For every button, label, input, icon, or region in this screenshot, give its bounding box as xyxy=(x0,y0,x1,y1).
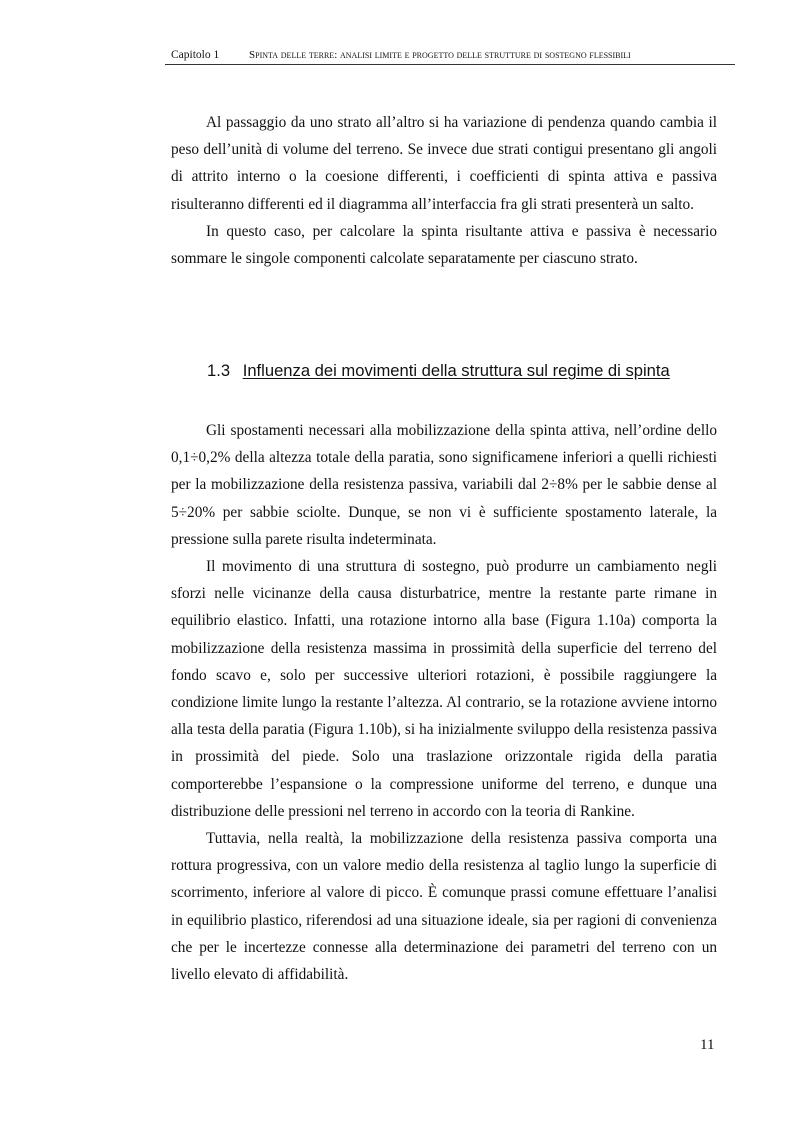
paragraph: In questo caso, per calcolare la spinta risultante attiva e passiva è necessario sommare le singole componenti calcolate separatamente per ciascuno strato. xyxy=(171,222,717,268)
header-chapter: Capitolo 1 xyxy=(171,49,220,61)
paragraph: Il movimento di una struttura di sostegno, può produrre un cambiamento negli sforzi nelle vicinanze della causa disturbatrice, mentre la restante parte rimane in equilibrio elastico. Infatti, una rotazione intorno alla base (Figura 1.10a) comporta la mobilizzazione della resistenza massima in prossimità della superficie del terreno del fondo scavo e, solo per successive ulteriori rotazioni, è possibile raggiungere la condizione limite lungo la restante l’altezza. Al contrario, se la rotazione avviene intorno alla testa della paratia (Figura 1.10b), si ha inizialmente sviluppo della resistenza passiva in prossimità del piede. Solo una traslazione orizzontale rigida della paratia comporterebbe l’espansione o la compressione uniforme del terreno, e dunque una distribuzione delle pressioni nel terreno in accordo con la teoria di Rankine. xyxy=(171,558,717,820)
header-title: Spinta delle terre: analisi limite e progetto delle strutture di sostegno flessibili xyxy=(249,49,631,61)
paragraph: Gli spostamenti necessari alla mobilizzazione della spinta attiva, nell’ordine dello 0,1÷0,2% della altezza totale della paratia, sono significamene inferiori a quelli richiesti per la mobilizzazione della resistenza passiva, variabili dal 2÷8% per le sabbie dense al 5÷20% per sabbie sciolte. Dunque, se non vi è sufficiente spostamento laterale, la pressione sulla parete risulta indeterminata. xyxy=(171,422,717,548)
section-title: Influenza dei movimenti della struttura sul regime di spinta xyxy=(242,361,670,380)
text-block-bottom xyxy=(171,417,717,988)
section-heading xyxy=(207,361,670,381)
section-number: 1.3 xyxy=(207,361,231,380)
paragraph: Al passaggio da uno strato all’altro si ha variazione di pendenza quando cambia il peso dell’unità di volume del terreno. Se invece due strati contigui presentano gli angoli di attrito interno o la coesione differenti, i coefficienti di spinta attiva e passiva risulteranno differenti ed il diagramma all’interfaccia fra gli strati presenterà un salto. xyxy=(171,114,717,213)
paragraph: Tuttavia, nella realtà, la mobilizzazione della resistenza passiva comporta una rottura progressiva, con un valore medio della resistenza al taglio lungo la superficie di scorrimento, inferiore al valore di picco. È comunque prassi comune effettuare l’analisi in equilibrio plastico, riferendosi ad una situazione ideale, sia per ragioni di convenienza che per le incertezze connesse alla determinazione dei parametri del terreno con un livello elevato di affidabilità. xyxy=(171,830,717,984)
running-header xyxy=(165,47,735,65)
page-number: 11 xyxy=(700,1037,715,1053)
text-block-top xyxy=(171,109,717,272)
